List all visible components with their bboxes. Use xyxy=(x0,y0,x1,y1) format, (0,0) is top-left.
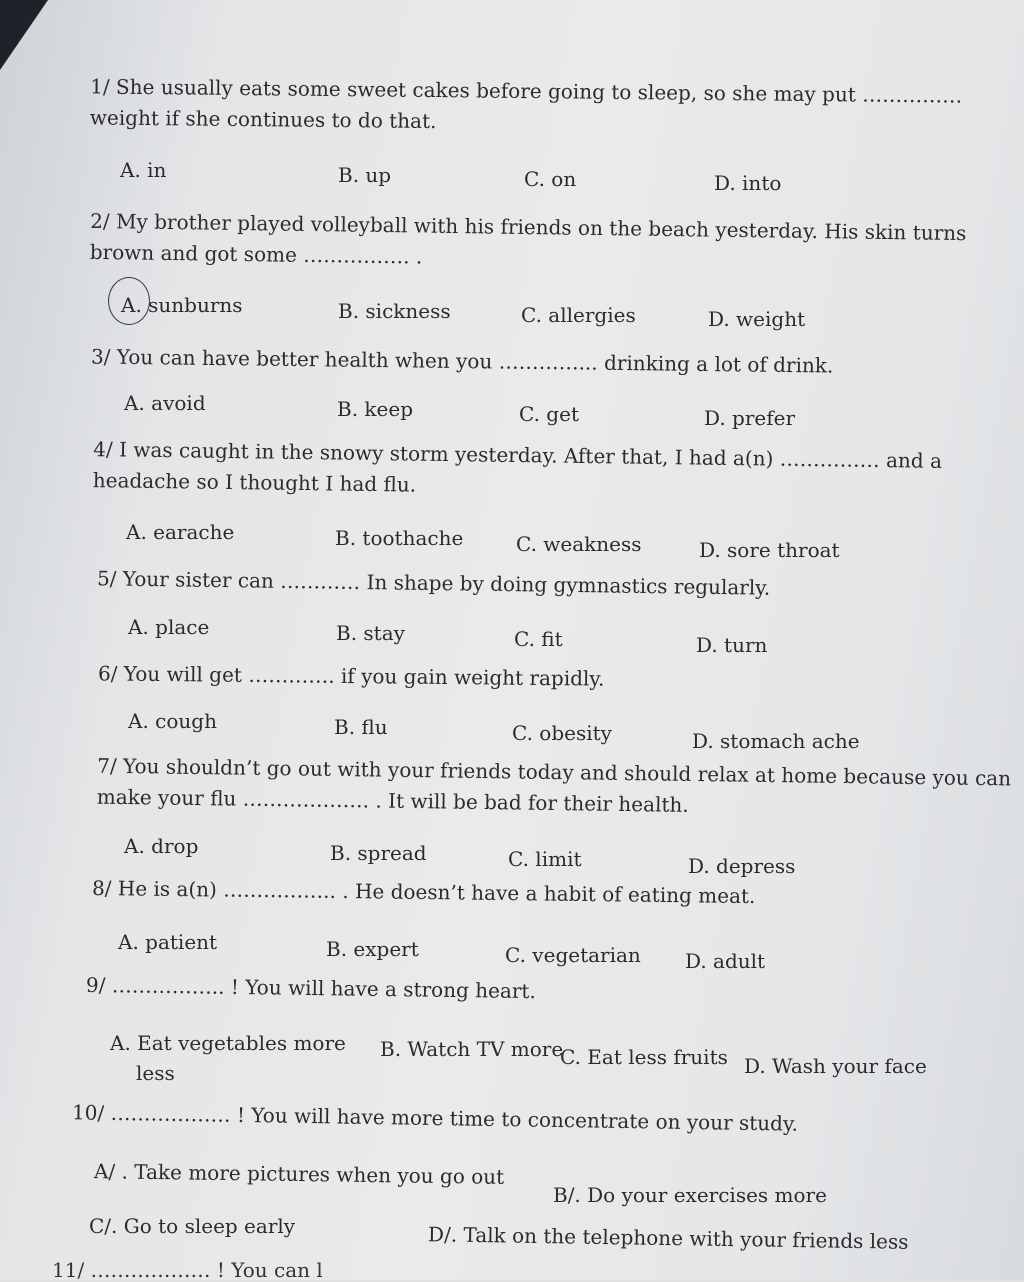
q3-option-b[interactable]: B. keep xyxy=(337,397,414,421)
q10-option-a[interactable]: A/ . Take more pictures when you go out xyxy=(93,1159,505,1189)
q9-option-c[interactable]: C. Eat less fruits xyxy=(560,1045,728,1069)
question-4-line-2: headache so I thought I had flu. xyxy=(92,468,417,497)
question-2-line-2: brown and got some ……………. . xyxy=(89,239,423,269)
q2-option-c[interactable]: C. allergies xyxy=(521,303,636,327)
q9-option-d[interactable]: D. Wash your face xyxy=(744,1054,927,1078)
question-7 xyxy=(97,751,1012,826)
q8-option-c[interactable]: C. vegetarian xyxy=(505,943,641,967)
question-4-line-1: 4/ I was caught in the snowy storm yesterday. After that, I had a(n) …………… and a xyxy=(93,437,943,473)
q1-option-c[interactable]: C. on xyxy=(524,167,577,191)
q3-option-d[interactable]: D. prefer xyxy=(704,406,796,430)
question-4 xyxy=(93,434,943,508)
q8-option-a[interactable]: A. patient xyxy=(118,930,218,954)
question-2 xyxy=(90,206,967,280)
q7-option-d[interactable]: D. depress xyxy=(688,854,796,878)
question-7-line-2: make your flu ………………. . It will be bad for their health. xyxy=(96,784,689,817)
q7-option-b[interactable]: B. spread xyxy=(330,841,427,865)
q5-option-d[interactable]: D. turn xyxy=(696,633,768,657)
q1-option-b[interactable]: B. up xyxy=(338,163,392,187)
question-6 xyxy=(98,658,605,694)
question-1-line-2: weight if she continues to do that. xyxy=(89,105,437,134)
q7-option-a[interactable]: A. drop xyxy=(124,834,199,858)
dark-corner xyxy=(0,0,48,70)
question-9 xyxy=(86,970,536,1007)
q1-option-a[interactable]: A. in xyxy=(120,158,167,182)
question-8-line-1: 8/ He is a(n) …………….. . He doesn’t have a habit of eating meat. xyxy=(91,875,756,909)
q3-option-a[interactable]: A. avoid xyxy=(124,391,206,415)
question-6-line-1: 6/ You will get …………. if you gain weight rapidly. xyxy=(97,661,605,691)
question-10-line-1: 10/ ……………… ! You will have more time to concentrate on your study. xyxy=(71,1100,799,1136)
q4-option-a[interactable]: A. earache xyxy=(126,520,235,544)
q4-option-d[interactable]: D. sore throat xyxy=(699,538,840,562)
question-3-line-1: 3/ You can have better health when you …………... drinking a lot of drink. xyxy=(90,344,834,378)
q6-option-c[interactable]: C. obesity xyxy=(512,721,612,745)
q9-option-b[interactable]: B. Watch TV more xyxy=(380,1037,564,1061)
q5-option-a[interactable]: A. place xyxy=(128,615,210,639)
question-5-line-1: 5/ Your sister can ………… In shape by doing gymnastics regularly. xyxy=(96,566,771,600)
q6-option-a[interactable]: A. cough xyxy=(128,709,217,733)
q8-option-b[interactable]: B. expert xyxy=(326,937,419,961)
q10-option-d[interactable]: D/. Talk on the telephone with your friends less xyxy=(427,1222,909,1254)
q9-option-a[interactable] xyxy=(110,1028,346,1088)
q10-option-c[interactable]: C/. Go to sleep early xyxy=(89,1214,296,1238)
q6-option-d[interactable]: D. stomach ache xyxy=(692,729,860,753)
q4-option-b[interactable]: B. toothache xyxy=(335,526,464,550)
q4-option-c[interactable]: C. weakness xyxy=(516,532,642,556)
q10-option-b[interactable]: B/. Do your exercises more xyxy=(553,1183,827,1207)
question-9-line-1: 9/ …………….. ! You will have a strong heart. xyxy=(85,972,536,1004)
question-1-line-1: 1/ She usually eats some sweet cakes before going to sleep, so she may put …………… xyxy=(90,74,963,108)
q6-option-b[interactable]: B. flu xyxy=(334,715,388,739)
question-2-line-1: 2/ My brother played volleyball with his friends on the beach yesterday. His skin turns xyxy=(90,208,967,246)
q5-option-b[interactable]: B. stay xyxy=(336,621,405,645)
q7-option-c[interactable]: C. limit xyxy=(508,847,582,871)
question-1 xyxy=(90,71,963,142)
q3-option-c[interactable]: C. get xyxy=(519,402,579,426)
question-11-partial: 11/ ……………… ! You can l xyxy=(52,1258,323,1282)
q2-option-a[interactable]: A. sunburns xyxy=(121,293,243,317)
question-7-line-1: 7/ You shouldn’t go out with your friends today and should relax at home because you can xyxy=(97,753,1012,791)
q9-option-a-line-1: A. Eat vegetables more xyxy=(110,1031,346,1055)
q5-option-c[interactable]: C. fit xyxy=(514,627,563,651)
q8-option-d[interactable]: D. adult xyxy=(685,949,766,973)
q1-option-d[interactable]: D. into xyxy=(714,171,782,195)
q9-option-a-line-2: less xyxy=(136,1061,175,1085)
q2-option-b[interactable]: B. sickness xyxy=(338,299,451,323)
q2-option-d[interactable]: D. weight xyxy=(708,307,806,331)
